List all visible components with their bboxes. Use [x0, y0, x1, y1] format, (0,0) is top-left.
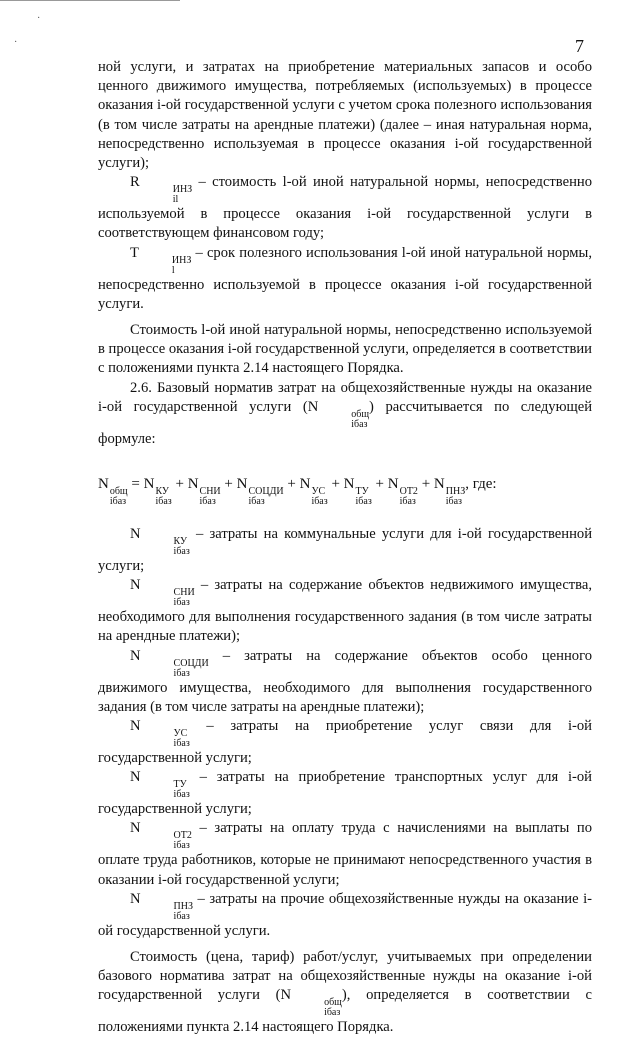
- paragraph-cost-determination: Стоимость l-ой иной натуральной нормы, непосредственно используемой в процессе оказания i-ой государственной услуги, определяется в соответствии с положениями пункта 2.14 настоящего Порядка.: [98, 322, 592, 377]
- symbol: N общ iбаз: [280, 987, 342, 1019]
- definition-item: N ТУ iбаз – затраты на приобретение транспортных услуг для i-ой государственной услуги;: [98, 769, 592, 818]
- symbol: T ИНЗ l: [130, 244, 192, 276]
- definition-cost-norm: R ИНЗ il – стоимость l-ой иной натуральной нормы, непосредственно используемой в процессе оказания i-ой государственной услуги в соответствующем финансовом году;: [98, 174, 592, 242]
- symbol: N СОЦДИ iбаз: [236, 476, 284, 508]
- formula: N общ iбаз = N КУ iбаз + N СНИ iбаз + N СОЦДИ iбаз + N УС iбаз + N ТУ iбаз + N ОТ2 iбаз + N ПНЗ iбаз , где:: [98, 476, 497, 508]
- symbol: N СОЦДИ iбаз: [130, 647, 209, 679]
- definition-item: N КУ iбаз – затраты на коммунальные услуги для i-ой государственной услуги;: [98, 526, 592, 575]
- paragraph-price-determination: Стоимость (цена, тариф) работ/услуг, учитываемых при определении базового норматива затрат на общехозяйственные нужды на оказание i-ой государственной услуги (N общ iбаз ), определяется в соответствии с положениями пункта 2.14 настоящего Порядка.: [98, 949, 592, 1036]
- definition-item: N УС iбаз – затраты на приобретение услуг связи для i-ой государственной услуги;: [98, 718, 592, 767]
- definitions-list: [98, 525, 592, 941]
- scan-edge-line: [0, 0, 180, 1]
- scan-speck: ·: [37, 13, 41, 24]
- symbol: N ОТ2 iбаз: [130, 820, 192, 852]
- symbol: N общ iбаз: [307, 398, 370, 430]
- paragraph-continuation: ной услуги, и затратах на приобретение материальных запасов и особо ценного движимого имущества, потребляемых (используемых) в процессе оказания i-ой государственной услуги с учетом срока полезного использования (в том числе затраты на арендные платежи) (далее – иная натуральная норма, непосредственно используемая в процессе оказания i-ой государственной услуги);: [98, 59, 592, 172]
- symbol: N ПНЗ iбаз: [433, 476, 466, 508]
- symbol: N УС iбаз: [299, 476, 328, 508]
- symbol: N ПНЗ iбаз: [130, 890, 193, 922]
- symbol: R ИНЗ il: [130, 174, 193, 206]
- scan-speck: ·: [14, 37, 18, 48]
- definition-item: N СОЦДИ iбаз – затраты на содержание объектов особо ценного движимого имущества, необходимого для выполнения государственного задания (в том числе затраты на арендные платежи);: [98, 647, 592, 715]
- definition-item: N ПНЗ iбаз – затраты на прочие общехозяйственные нужды на оказание i-ой государственной услуги.: [98, 890, 592, 939]
- symbol: N КУ iбаз: [143, 476, 172, 508]
- definition-item: N СНИ iбаз – затраты на содержание объектов недвижимого имущества, необходимого для выполнения государственного задания (в том числе затраты на арендные платежи);: [98, 577, 592, 645]
- symbol: N УС iбаз: [130, 718, 190, 750]
- page-number: 7: [575, 36, 584, 56]
- symbol: N ТУ iбаз: [343, 476, 372, 508]
- symbol: N ОТ2 iбаз: [387, 476, 418, 508]
- symbol: N ТУ iбаз: [130, 769, 190, 801]
- symbol: N общ iбаз: [98, 476, 128, 508]
- symbol: N КУ iбаз: [130, 526, 190, 558]
- symbol: N СНИ iбаз: [187, 476, 221, 508]
- definition-useful-life: T ИНЗ l – срок полезного использования l-ой иной натуральной нормы, непосредственно используемой в процессе оказания i-ой государственной услуги.: [98, 244, 592, 312]
- definition-item: N ОТ2 iбаз – затраты на оплату труда с начислениями на выплаты по оплате труда работников, которые не принимают непосредственного участия в оказании i-ой государственной услуги;: [98, 820, 592, 888]
- symbol: N СНИ iбаз: [130, 577, 195, 609]
- paragraph-2-6: 2.6. Базовый норматив затрат на общехозяйственные нужды на оказание i-ой государственной услуги (N общ iбаз ) рассчитывается по следующей формуле:: [98, 379, 593, 447]
- document-body: [98, 58, 592, 1038]
